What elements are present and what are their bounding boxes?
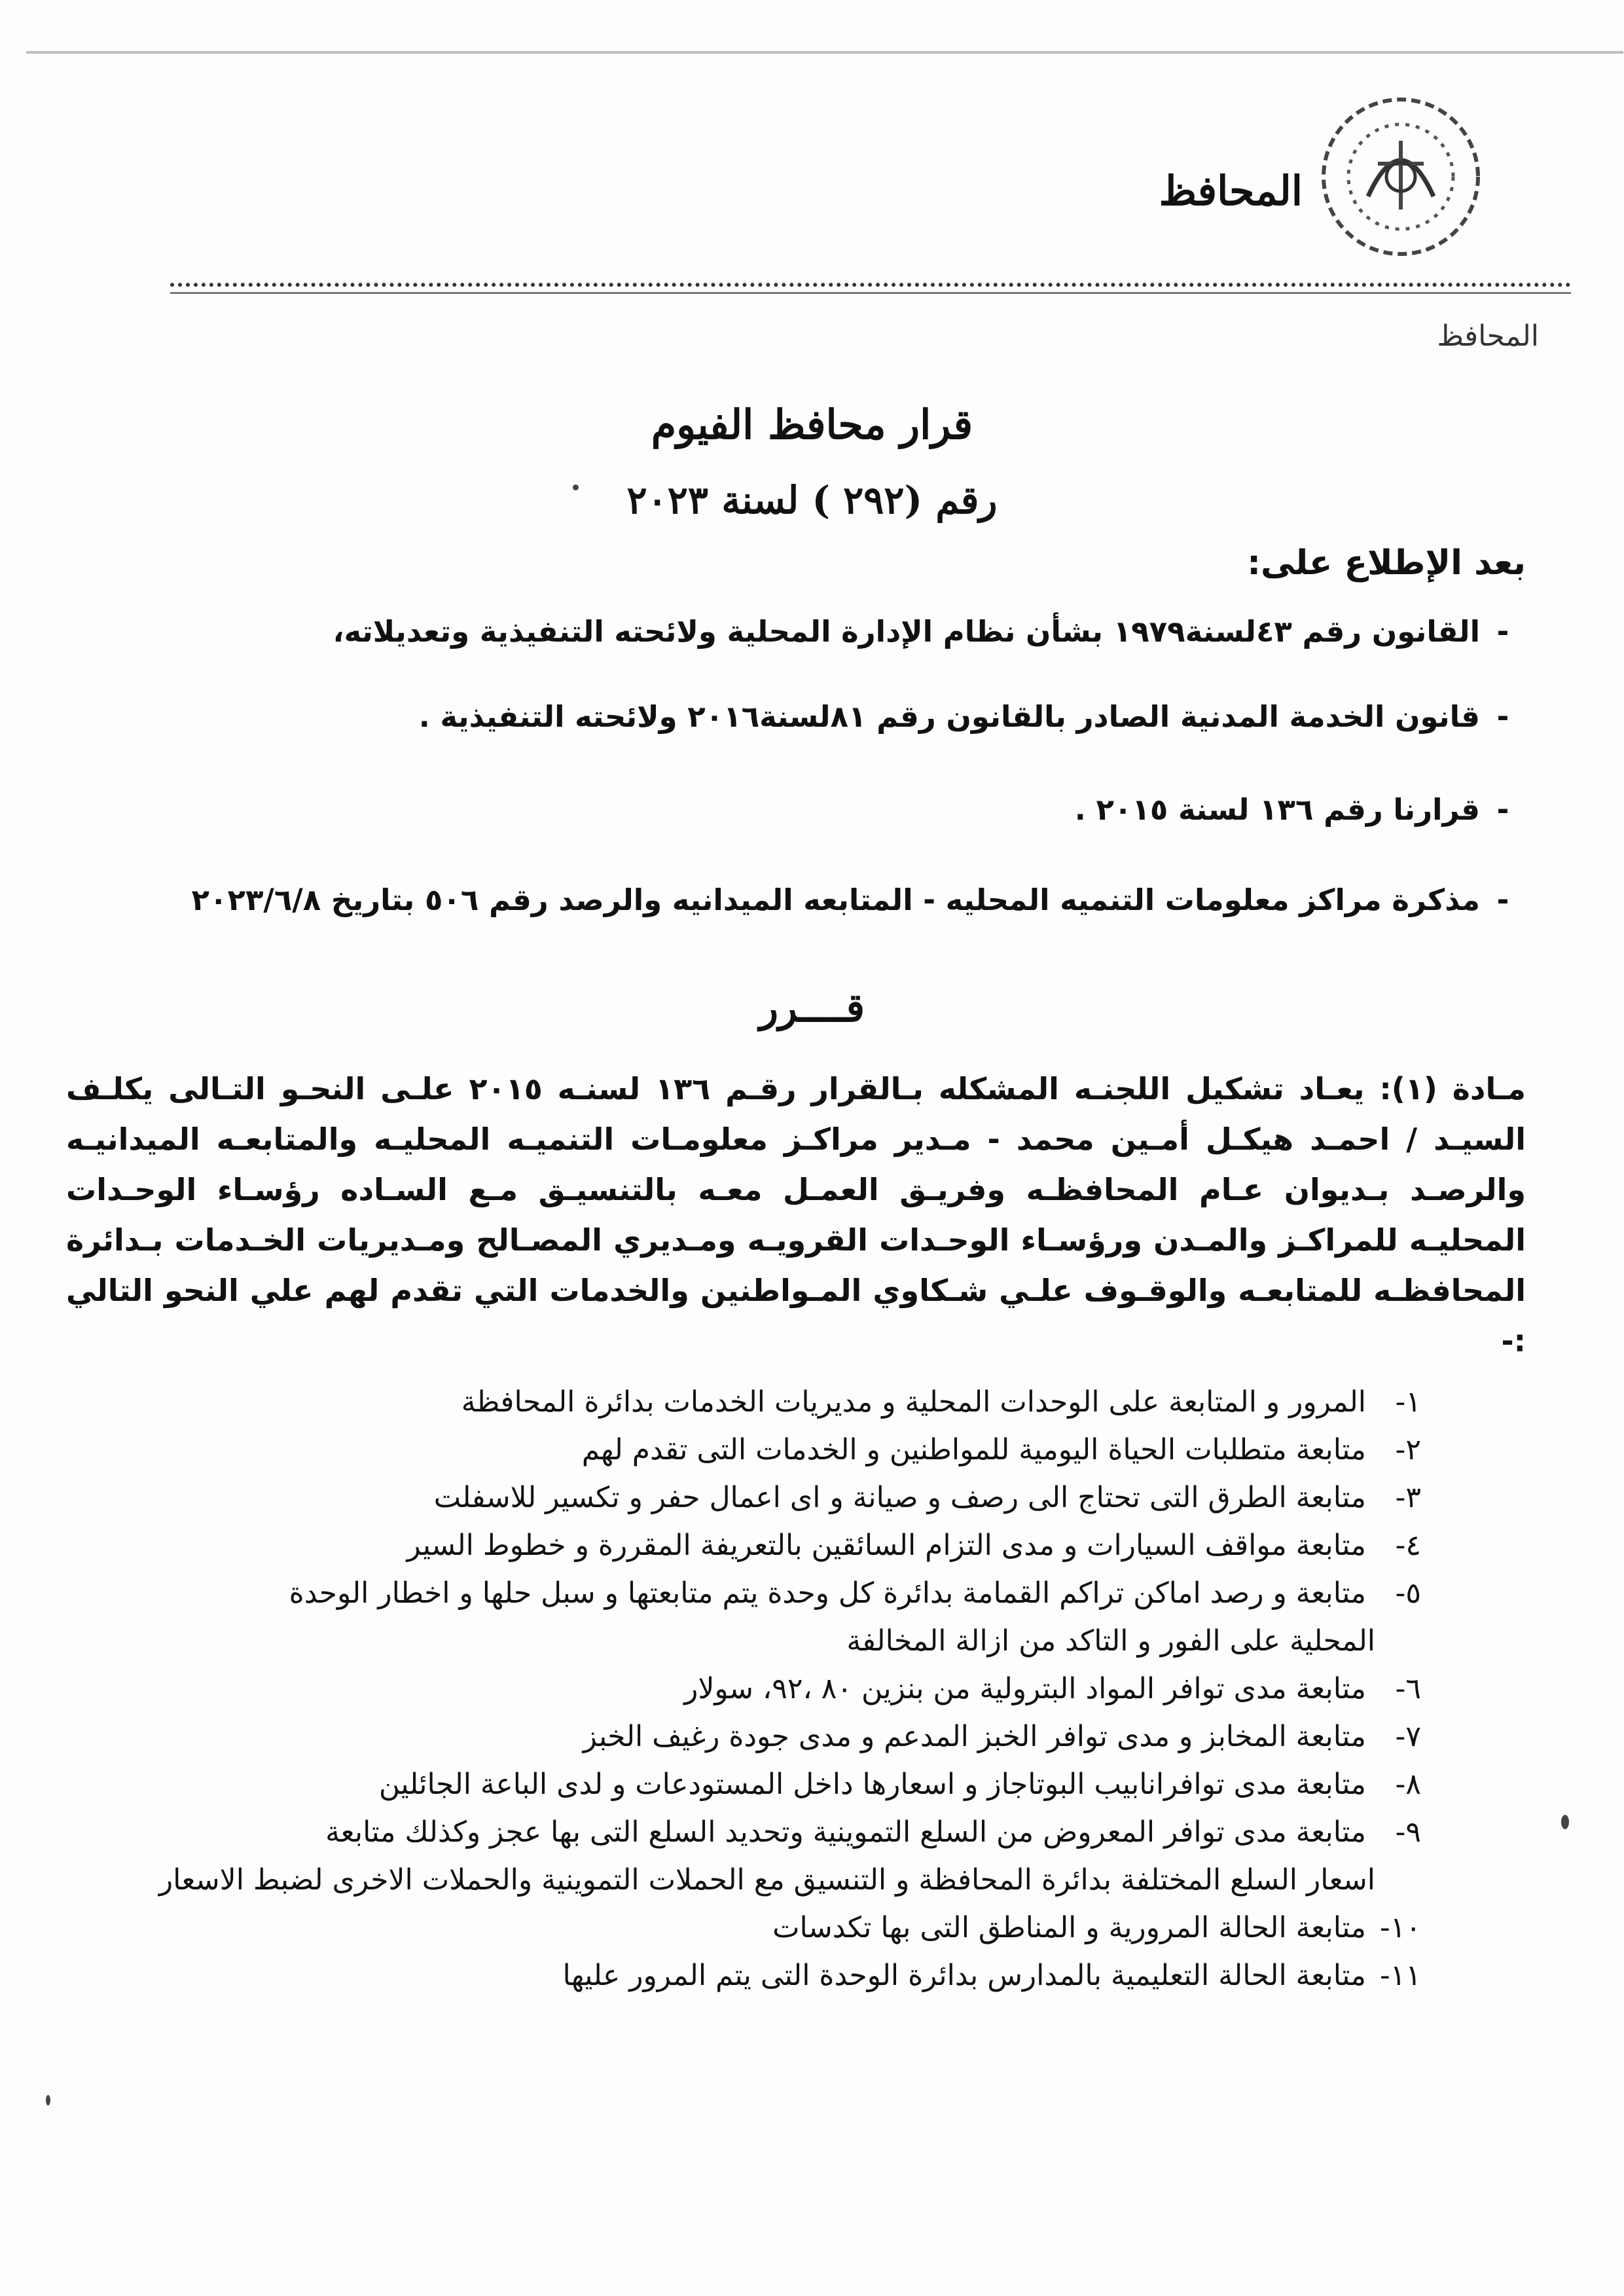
preamble-heading: بعد الإطلاع على: <box>1247 543 1526 583</box>
task-text: متابعة الطرق التى تحتاج الى رصف و صيانة و اى اعمال حفر و تكسير للاسفلت <box>433 1481 1366 1514</box>
task-number: ٦- <box>1395 1672 1421 1705</box>
task-number: ٨- <box>1395 1768 1421 1801</box>
decided-heading: قــــرر <box>759 985 865 1031</box>
task-item <box>112 1569 1421 1665</box>
task-item <box>112 1904 1421 1952</box>
task-text: متابعة الحالة التعليمية بالمدارس بدائرة الوحدة التى يتم المرور عليها <box>562 1959 1366 1992</box>
task-number: ٧- <box>1395 1720 1421 1753</box>
consideration-item <box>99 614 1526 649</box>
task-item <box>112 1378 1421 1426</box>
scan-speck <box>573 484 579 490</box>
task-text: متابعة مدى توافر المواد البترولية من بنزين ٨٠ ،٩٢، سولار <box>684 1672 1366 1705</box>
task-continuation: اسعار السلع المختلفة بدائرة المحافظة و التنسيق مع الحملات التموينية والحملات الاخرى لضبط الاسعار <box>158 1863 1375 1897</box>
article-label: مـادة (١): <box>1379 1071 1526 1106</box>
list-dash: - <box>1496 614 1509 649</box>
list-dash: - <box>1496 883 1509 917</box>
task-number: ١٠- <box>1379 1911 1421 1944</box>
task-item <box>112 1522 1421 1569</box>
decision-number: رقم (٢٩٢ ) لسنة ٢٠٢٣ <box>626 478 998 522</box>
task-continuation: المحلية على الفور و التاكد من ازالة المخالفة <box>846 1624 1375 1658</box>
task-item <box>112 1426 1421 1474</box>
task-number: ١١- <box>1379 1959 1421 1992</box>
scan-speck <box>1561 1815 1569 1829</box>
task-item <box>112 1665 1421 1713</box>
article-one <box>66 1064 1526 1366</box>
governorate-seal-icon <box>1309 85 1492 268</box>
decision-title: قرار محافظ الفيوم <box>651 401 973 448</box>
task-text: متابعة مواقف السيارات و مدى التزام السائقين بالتعريفة المقررة و خطوط السير <box>406 1529 1366 1562</box>
task-item <box>112 1952 1421 1999</box>
office-title: المحافظ <box>1159 167 1303 215</box>
task-text: متابعة الحالة المرورية و المناطق التى بها تكدسات <box>772 1911 1366 1944</box>
task-text: المرور و المتابعة على الوحدات المحلية و مديريات الخدمات بدائرة المحافظة <box>461 1385 1366 1419</box>
tasks-list <box>112 1378 1421 1999</box>
consideration-text: القانون رقم ٤٣لسنة١٩٧٩ بشأن نظام الإدارة المحلية ولائحته التنفيذية وتعديلاته، <box>333 614 1480 649</box>
task-text: متابعة مدى توافرانابيب البوتاجاز و اسعارها داخل المستودعات و لدى الباعة الجائلين <box>378 1768 1366 1801</box>
consideration-item <box>99 699 1526 734</box>
header-separator <box>170 283 1571 294</box>
task-number: ٣- <box>1395 1481 1421 1514</box>
list-dash: - <box>1496 792 1509 827</box>
office-sub-label: المحافظ <box>1437 319 1539 353</box>
task-text: متابعة و رصد اماكن تراكم القمامة بدائرة كل وحدة يتم متابعتها و سبل حلها و اخطار الوحدة <box>289 1576 1366 1610</box>
task-text: متابعة المخابز و مدى توافر الخبز المدعم و مدى جودة رغيف الخبز <box>583 1720 1366 1753</box>
consideration-text: قانون الخدمة المدنية الصادر بالقانون رقم ٨١لسنة٢٠١٦ ولائحته التنفيذية . <box>418 699 1480 734</box>
task-item <box>112 1474 1421 1522</box>
list-dash: - <box>1496 699 1509 734</box>
scan-speck <box>46 2095 50 2105</box>
task-text: متابعة متطلبات الحياة اليومية للمواطنين و الخدمات التى تقدم لهم <box>581 1433 1366 1467</box>
task-item <box>112 1808 1421 1904</box>
task-item <box>112 1760 1421 1808</box>
consideration-item <box>99 883 1526 917</box>
task-number: ٥- <box>1395 1576 1421 1610</box>
task-number: ١- <box>1395 1385 1421 1419</box>
task-number: ٤- <box>1395 1529 1421 1562</box>
task-number: ٩- <box>1395 1815 1421 1849</box>
task-text: متابعة مدى توافر المعروض من السلع التموينية وتحديد السلع التى بها عجز وكذلك متابعة <box>325 1815 1366 1849</box>
consideration-item <box>99 792 1526 827</box>
task-number: ٢- <box>1395 1433 1421 1467</box>
consideration-text: مذكرة مراكز معلومات التنميه المحليه - المتابعه الميدانيه والرصد رقم ٥٠٦ بتاريخ ٢٠٢٣/٦/٨ <box>191 883 1480 917</box>
article-text: يعـاد تشكيل اللجنـه المشكله بـالقرار رقـم ١٣٦ لسنـه ٢٠١٥ علـى النحـو التـالى يكلـف السيـد / احمـد هيكـل أمـين محمد - مـدير مراكـز معلومـات التنميـه المحليـه والمتابعـه الميدانيـه والرصـد بـديوان عـام المحافظـه وفريـق العمـل معـه بالتنسيـق مـع السـاده رؤسـاء الوحـدات المحليـه للمراكـز والمـدن ورؤسـاء الوحـدات القرويـه ومـديري المصـالح ومـديريات الخـدمات بـدائرة المحافظـه للمتابعـه والوقـوف علـي شـكاوي المـواطنين والخدمات التي تقدم لهم علي النحو التالي :- <box>66 1071 1526 1358</box>
task-item <box>112 1713 1421 1760</box>
consideration-text: قرارنا رقم ١٣٦ لسنة ٢٠١٥ . <box>1074 792 1480 827</box>
top-border-line <box>26 51 1623 54</box>
